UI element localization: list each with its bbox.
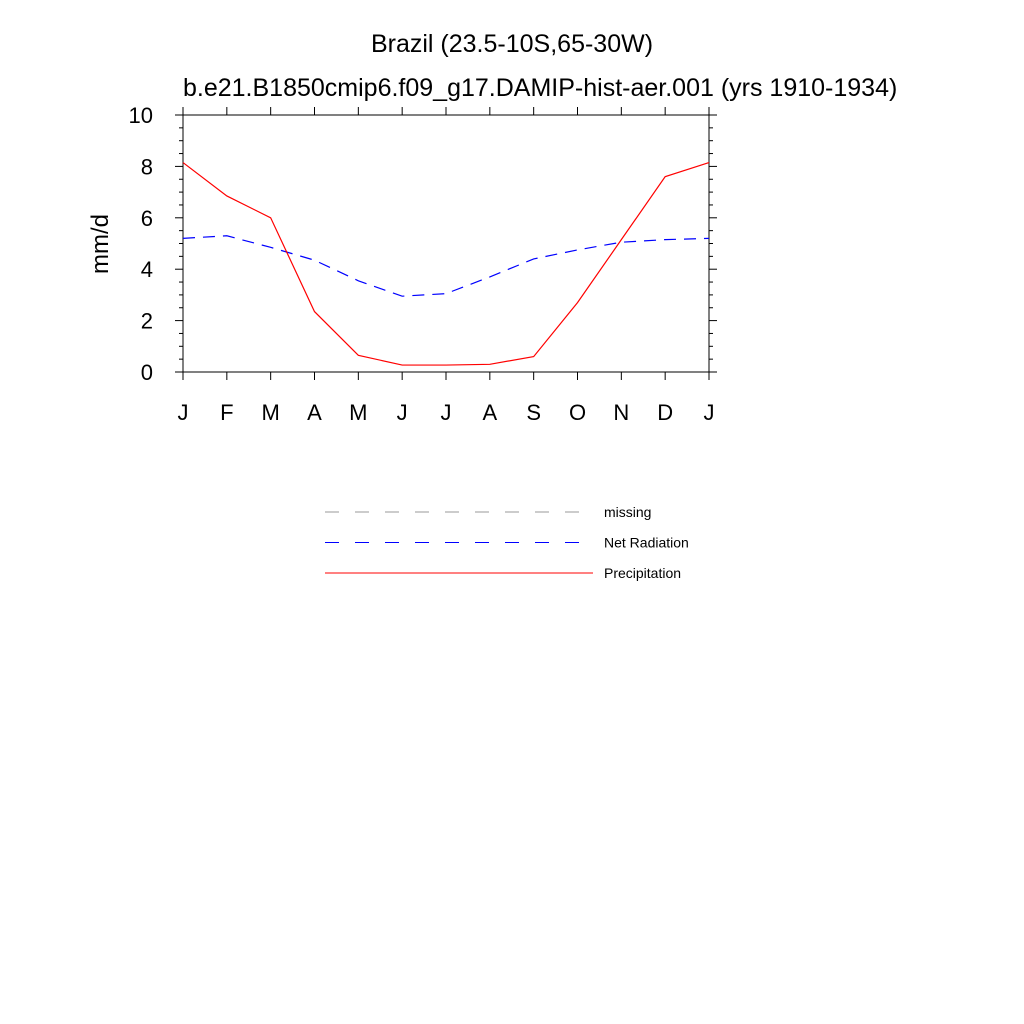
y-tick-label: 10 (128, 103, 153, 128)
y-tick-label: 6 (140, 205, 153, 231)
x-tick-label: M (261, 400, 280, 425)
y-axis-label: mm/d (87, 214, 114, 274)
x-tick-label: N (613, 400, 630, 425)
legend (325, 504, 689, 581)
x-tick-label: J (177, 400, 189, 425)
x-tick-label: F (220, 400, 234, 425)
legend-label: missing (604, 504, 652, 520)
x-tick-label: O (568, 400, 587, 425)
plot-border (183, 115, 709, 372)
x-axis (178, 107, 715, 425)
legend-label: Precipitation (604, 565, 682, 581)
x-tick-label: A (482, 400, 498, 425)
y-tick-label: 4 (140, 257, 153, 283)
x-tick-label: A (307, 400, 322, 425)
x-tick-label: J (703, 400, 715, 425)
x-tick-label: M (349, 400, 368, 425)
x-tick-label: J (396, 400, 408, 425)
x-tick-label: D (657, 400, 674, 425)
x-tick-label: J (440, 400, 452, 425)
series-lines (183, 163, 709, 366)
series-line-net-radiation (183, 236, 709, 296)
y-tick-label: 0 (140, 360, 153, 385)
y-tick-label: 2 (140, 308, 153, 334)
chart-subtitle: b.e21.B1850cmip6.f09_g17.DAMIP-hist-aer.001 (yrs 1910-1934) (183, 74, 898, 102)
chart-title: Brazil (23.5-10S,65-30W) (370, 30, 654, 58)
series-line-precipitation (183, 163, 709, 366)
plot-frame (183, 115, 709, 372)
y-tick-label: 8 (140, 154, 153, 180)
y-axis (129, 103, 717, 385)
x-tick-label: S (526, 400, 542, 425)
legend-label: Net Radiation (604, 534, 689, 551)
